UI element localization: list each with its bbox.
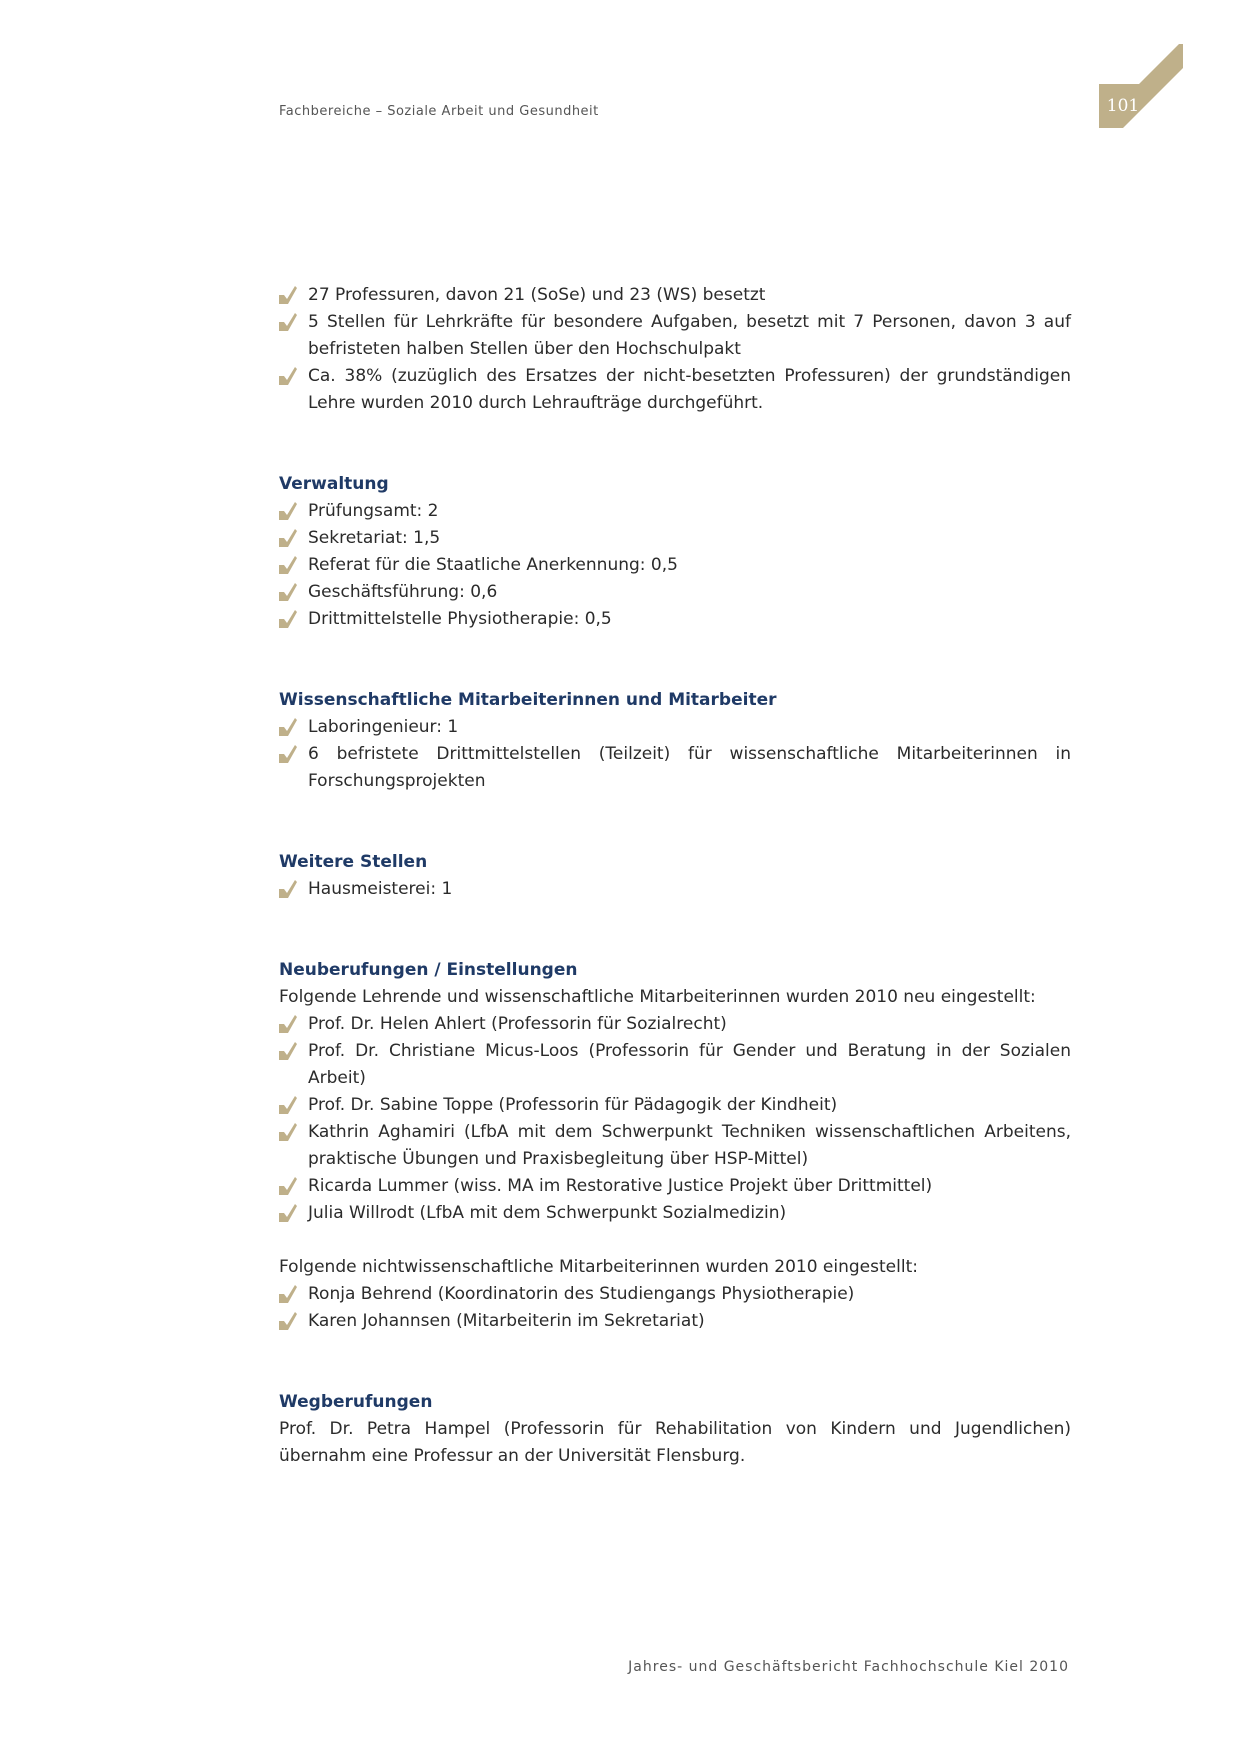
list-item-text: Sekretariat: 1,5 — [308, 528, 441, 548]
list-item — [279, 498, 1071, 525]
list-item — [279, 525, 1071, 552]
section-text: Prof. Dr. Petra Hampel (Professorin für Rehabilitation von Kindern und Jugendlichen) übernahm eine Professur an der Universität Flensburg. — [279, 1419, 1071, 1466]
section-heading: Wegberufungen — [279, 1392, 433, 1412]
page-content — [279, 282, 1071, 1470]
section-wissenschaftliche-mitarbeiter — [279, 687, 1071, 795]
list-item — [279, 714, 1071, 741]
list-item — [279, 1038, 1071, 1092]
list-item-text: 27 Professuren, davon 21 (SoSe) und 23 (WS) besetzt — [308, 285, 766, 305]
list-item — [279, 606, 1071, 633]
list-item-text: Prüfungsamt: 2 — [308, 501, 439, 521]
intro-list — [279, 282, 1071, 417]
list-item-text: Prof. Dr. Helen Ahlert (Professorin für Sozialrecht) — [308, 1014, 727, 1034]
neuberufungen-list-2 — [279, 1281, 1071, 1335]
check-mark-icon — [279, 878, 297, 898]
check-mark-icon — [279, 1121, 297, 1141]
check-mark-icon — [279, 581, 297, 601]
wiss-mitarbeiter-list — [279, 714, 1071, 795]
list-item-text: Ca. 38% (zuzüglich des Ersatzes der nicht-besetzten Professuren) der grundständigen Lehre wurden 2010 durch Lehraufträge durchgeführt. — [308, 366, 1071, 413]
list-item — [279, 282, 1071, 309]
section-heading: Neuberufungen / Einstellungen — [279, 960, 578, 980]
list-item — [279, 741, 1071, 795]
list-item-text: Hausmeisterei: 1 — [308, 879, 453, 899]
list-item-text: Prof. Dr. Christiane Micus-Loos (Professorin für Gender und Beratung in der Sozialen Arbeit) — [308, 1041, 1071, 1088]
section-weitere-stellen — [279, 849, 1071, 903]
check-mark-icon — [279, 1013, 297, 1033]
list-item — [279, 876, 1071, 903]
list-item — [279, 1092, 1071, 1119]
weitere-list — [279, 876, 1071, 903]
verwaltung-list — [279, 498, 1071, 633]
list-item — [279, 1200, 1071, 1227]
list-item — [279, 1281, 1071, 1308]
check-mark-icon — [279, 1310, 297, 1330]
check-mark-icon — [279, 311, 297, 331]
check-mark-icon — [279, 500, 297, 520]
list-item-text: Prof. Dr. Sabine Toppe (Professorin für Pädagogik der Kindheit) — [308, 1095, 838, 1115]
list-item — [279, 1308, 1071, 1335]
list-item-text: 6 befristete Drittmittelstellen (Teilzeit) für wissenschaftliche Mitarbeiterinnen in Forschungsprojekten — [308, 744, 1071, 791]
check-mark-icon — [279, 1175, 297, 1195]
section-verwaltung — [279, 471, 1071, 633]
list-item — [279, 552, 1071, 579]
list-item-text: Kathrin Aghamiri (LfbA mit dem Schwerpunkt Techniken wissenschaftlichen Arbeitens, praktische Übungen und Praxisbegleitung über HSP-Mittel) — [308, 1122, 1071, 1169]
check-mark-icon — [279, 608, 297, 628]
check-mark-icon — [279, 365, 297, 385]
list-item-text: Drittmittelstelle Physiotherapie: 0,5 — [308, 609, 612, 629]
list-item — [279, 363, 1071, 417]
check-mark-icon — [279, 554, 297, 574]
section-intro: Folgende Lehrende und wissenschaftliche Mitarbeiterinnen wurden 2010 neu eingestellt: — [279, 987, 1036, 1007]
check-mark-icon — [279, 527, 297, 547]
list-item-text: Laboringenieur: 1 — [308, 717, 459, 737]
check-mark-icon — [279, 1040, 297, 1060]
section-wegberufungen — [279, 1389, 1071, 1470]
check-mark-icon — [279, 1283, 297, 1303]
check-mark-icon — [279, 743, 297, 763]
section-heading: Wissenschaftliche Mitarbeiterinnen und Mitarbeiter — [279, 690, 777, 710]
list-item-text: Karen Johannsen (Mitarbeiterin im Sekretariat) — [308, 1311, 705, 1331]
list-item-text: 5 Stellen für Lehrkräfte für besondere Aufgaben, besetzt mit 7 Personen, davon 3 auf befristeten halben Stellen über den Hochschulpakt — [308, 312, 1071, 359]
page-number: 101 — [1106, 96, 1140, 116]
page-footer: Jahres- und Geschäftsbericht Fachhochschule Kiel 2010 — [628, 1659, 1069, 1675]
list-item — [279, 1119, 1071, 1173]
list-item-text: Referat für die Staatliche Anerkennung: 0,5 — [308, 555, 678, 575]
section-intro-2: Folgende nichtwissenschaftliche Mitarbeiterinnen wurden 2010 eingestellt: — [279, 1257, 918, 1277]
list-item-text: Ronja Behrend (Koordinatorin des Studiengangs Physiotherapie) — [308, 1284, 855, 1304]
list-item-text: Ricarda Lummer (wiss. MA im Restorative Justice Projekt über Drittmittel) — [308, 1176, 933, 1196]
list-item-text: Geschäftsführung: 0,6 — [308, 582, 498, 602]
section-heading: Verwaltung — [279, 474, 389, 494]
section-neuberufungen — [279, 957, 1071, 1335]
check-mark-icon — [279, 1202, 297, 1222]
check-mark-icon — [279, 716, 297, 736]
list-item — [279, 1173, 1071, 1200]
list-item — [279, 1011, 1071, 1038]
list-item — [279, 579, 1071, 606]
section-heading: Weitere Stellen — [279, 852, 428, 872]
list-item — [279, 309, 1071, 363]
running-header: Fachbereiche – Soziale Arbeit und Gesundheit — [279, 104, 599, 119]
check-mark-icon — [279, 1094, 297, 1114]
check-mark-icon — [279, 284, 297, 304]
list-item-text: Julia Willrodt (LfbA mit dem Schwerpunkt Sozialmedizin) — [308, 1203, 787, 1223]
neuberufungen-list — [279, 1011, 1071, 1227]
